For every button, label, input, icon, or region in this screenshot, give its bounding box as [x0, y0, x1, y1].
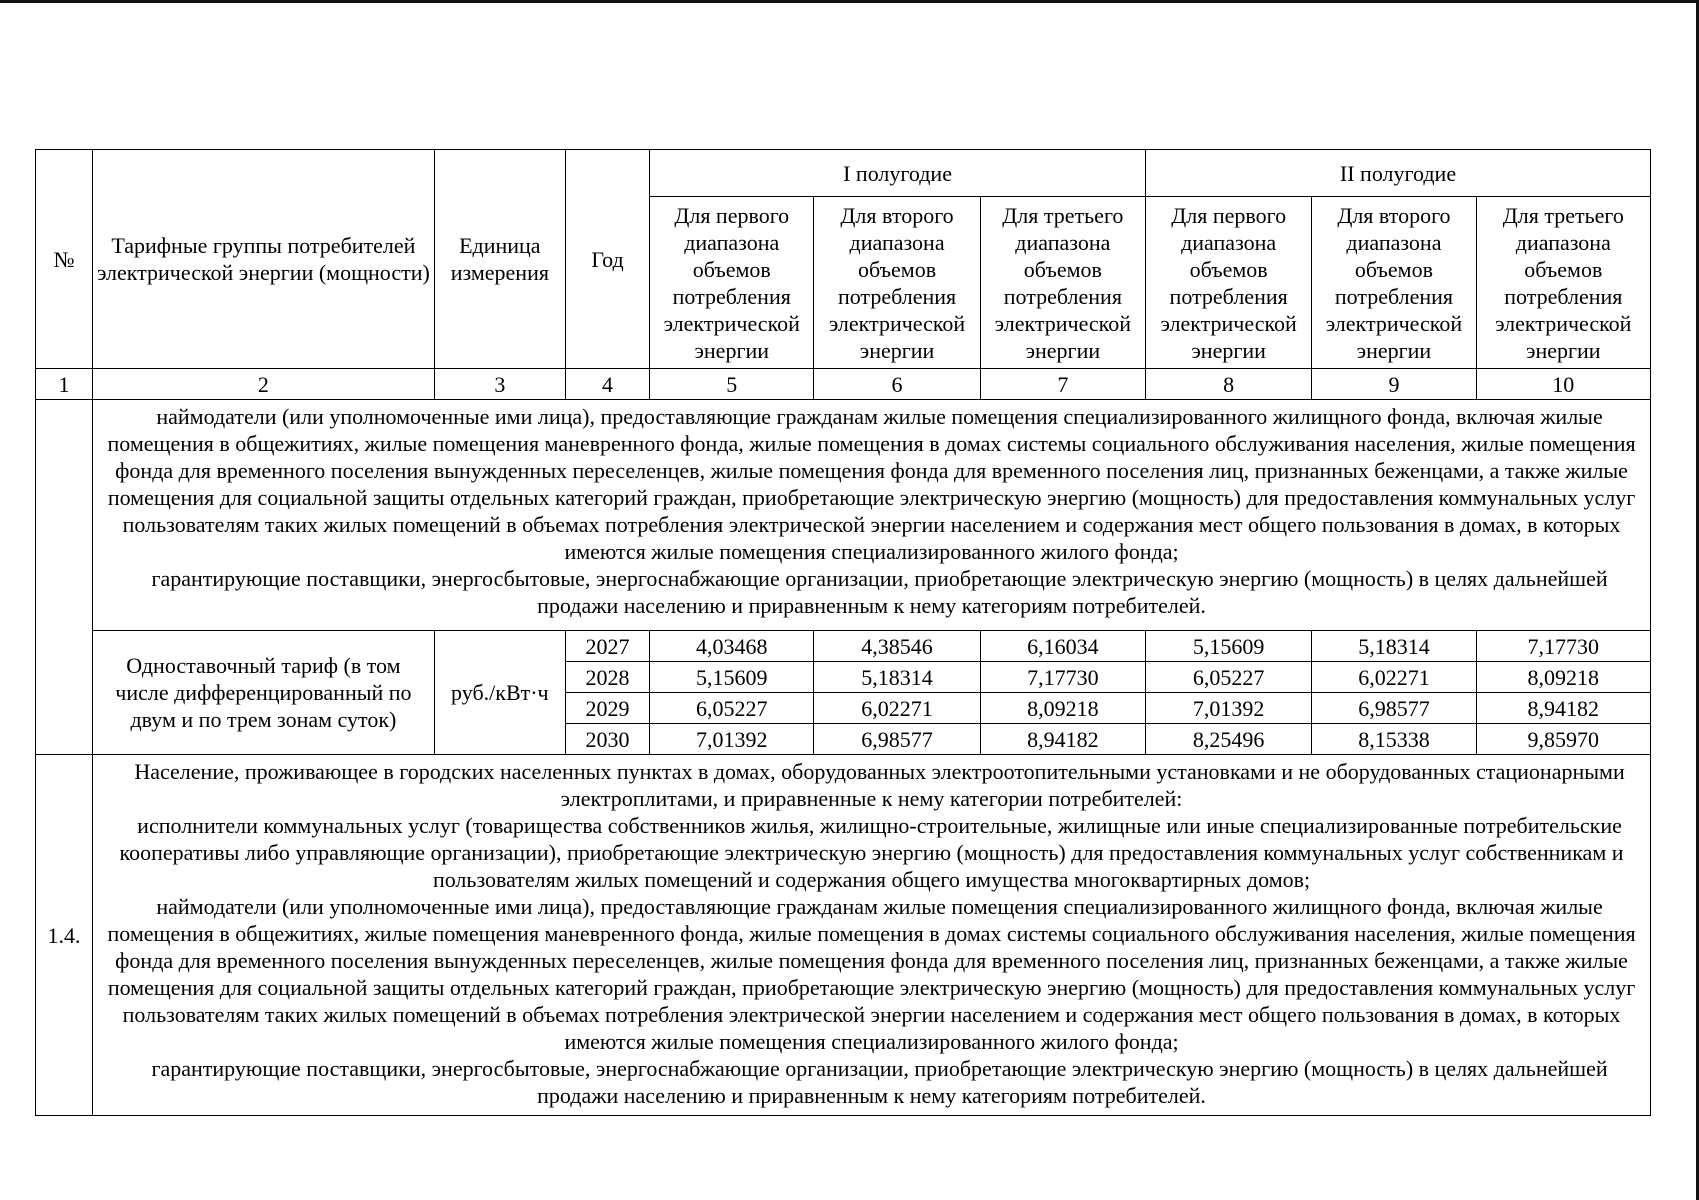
- value-cell: 6,16034: [980, 631, 1145, 662]
- value-cell: 7,01392: [650, 724, 814, 755]
- value-cell: 4,03468: [650, 631, 814, 662]
- value-cell: 6,05227: [650, 693, 814, 724]
- description-paragraph: гарантирующие поставщики, энергосбытовые, энергоснабжающие организации, приобретающие электрическую энергию (мощность) в целях дальнейшей продажи населению и приравненным к нему категориям потребителей.: [151, 1056, 1608, 1108]
- column-number: 2: [93, 369, 435, 400]
- header-range: Для первого диапазона объемов потребления электрической энергии: [1146, 197, 1312, 369]
- header-range: Для третьего диапазона объемов потребления электрической энергии: [980, 197, 1145, 369]
- unit-cell: руб./кВт·ч: [434, 631, 565, 755]
- value-cell: 8,09218: [1476, 662, 1650, 693]
- description-paragraph: гарантирующие поставщики, энергосбытовые, энергоснабжающие организации, приобретающие электрическую энергию (мощность) в целях дальнейшей продажи населению и приравненным к нему категориям потребителей.: [151, 566, 1608, 618]
- tariff-table: [35, 149, 1651, 1116]
- table-row: [36, 631, 1651, 662]
- value-cell: 5,18314: [814, 662, 980, 693]
- value-cell: 6,98577: [1312, 693, 1476, 724]
- value-cell: 6,02271: [1312, 662, 1476, 693]
- scan-edge-top: [0, 0, 1699, 3]
- value-cell: 6,02271: [814, 693, 980, 724]
- column-number: 9: [1312, 369, 1476, 400]
- header-no: №: [36, 150, 93, 369]
- description-paragraph: Население, проживающее в городских населенных пунктах в домах, оборудованных электроотопительными установками и не оборудованных стационарными электроплитами, и приравненные к нему категории потребителей:: [134, 759, 1625, 811]
- header-year: Год: [565, 150, 649, 369]
- description-paragraph: исполнители коммунальных услуг (товарищества собственников жилья, жилищно-строительные, жилищные или иные специализированные потребительские кооперативы либо управляющие организации), приобретающие электрическую энергию (мощность) для предоставления коммунальных услуг собственникам и пользователям жилых помещений и содержания общего имущества многоквартирных домов;: [119, 813, 1624, 892]
- value-cell: 6,05227: [1146, 662, 1312, 693]
- column-number: 7: [980, 369, 1145, 400]
- section-a-text-row: [36, 400, 1651, 631]
- column-number: 5: [650, 369, 814, 400]
- value-cell: 5,18314: [1312, 631, 1476, 662]
- value-cell: 7,17730: [980, 662, 1145, 693]
- section-a-description: [93, 400, 1651, 631]
- year-cell: 2030: [565, 724, 649, 755]
- header-range: Для второго диапазона объемов потребления электрической энергии: [814, 197, 980, 369]
- header-range: Для третьего диапазона объемов потребления электрической энергии: [1476, 197, 1650, 369]
- header-unit: Единица измерения: [434, 150, 565, 369]
- value-cell: 8,94182: [980, 724, 1145, 755]
- header-range: Для первого диапазона объемов потребления электрической энергии: [650, 197, 814, 369]
- description-paragraph: наймодатели (или уполномоченные ими лица), предоставляющие гражданам жилые помещения специализированного жилищного фонда, включая жилые помещения в общежитиях, жилые помещения маневренного фонда, жилые помещения в домах системы социального обслуживания населения, жилые помещения фонда для временного поселения вынужденных переселенцев, жилые помещения фонда для временного поселения лиц, признанных беженцами, а также жилые помещения для социальной защиты отдельных категорий граждан, приобретающие электрическую энергию (мощность) для предоставления коммунальных услуг пользователям таких жилых помещений в объемах потребления электрической энергии населением и содержания мест общего пользования в домах, в которых имеются жилые помещения специализированного жилого фонда;: [107, 894, 1636, 1054]
- value-cell: 5,15609: [650, 662, 814, 693]
- value-cell: 9,85970: [1476, 724, 1650, 755]
- column-number: 10: [1476, 369, 1650, 400]
- year-cell: 2028: [565, 662, 649, 693]
- column-number-row: [36, 369, 1651, 400]
- column-number: 8: [1146, 369, 1312, 400]
- value-cell: 6,98577: [814, 724, 980, 755]
- column-number: 6: [814, 369, 980, 400]
- value-cell: 8,15338: [1312, 724, 1476, 755]
- column-number: 3: [434, 369, 565, 400]
- year-cell: 2029: [565, 693, 649, 724]
- year-cell: 2027: [565, 631, 649, 662]
- section-b-row: [36, 755, 1651, 1116]
- description-paragraph: наймодатели (или уполномоченные ими лица), предоставляющие гражданам жилые помещения специализированного жилищного фонда, включая жилые помещения в общежитиях, жилые помещения маневренного фонда, жилые помещения в домах системы социального обслуживания населения, жилые помещения фонда для временного поселения вынужденных переселенцев, жилые помещения фонда для временного поселения лиц, признанных беженцами, а также жилые помещения для социальной защиты отдельных категорий граждан, приобретающие электрическую энергию (мощность) для предоставления коммунальных услуг пользователям таких жилых помещений в объемах потребления электрической энергии населением и содержания мест общего пользования в домах, в которых имеются жилые помещения специализированного жилого фонда;: [107, 404, 1636, 564]
- header-range: Для второго диапазона объемов потребления электрической энергии: [1312, 197, 1476, 369]
- section-a-number-cell: [36, 400, 93, 755]
- value-cell: 5,15609: [1146, 631, 1312, 662]
- header-half-2: II полугодие: [1146, 150, 1651, 197]
- value-cell: 7,17730: [1476, 631, 1650, 662]
- value-cell: 8,09218: [980, 693, 1145, 724]
- value-cell: 7,01392: [1146, 693, 1312, 724]
- section-b-description: [93, 755, 1651, 1116]
- value-cell: 8,94182: [1476, 693, 1650, 724]
- tariff-name: Одноставочный тариф (в том числе дифференцированный по двум и по трем зонам суток): [93, 631, 435, 755]
- header-tariff-groups: Тарифные группы потребителей электрической энергии (мощности): [93, 150, 435, 369]
- header-half-1: I полугодие: [650, 150, 1146, 197]
- column-number: 4: [565, 369, 649, 400]
- section-b-number: 1.4.: [36, 755, 93, 1116]
- header-row-1: [36, 150, 1651, 197]
- column-number: 1: [36, 369, 93, 400]
- value-cell: 8,25496: [1146, 724, 1312, 755]
- value-cell: 4,38546: [814, 631, 980, 662]
